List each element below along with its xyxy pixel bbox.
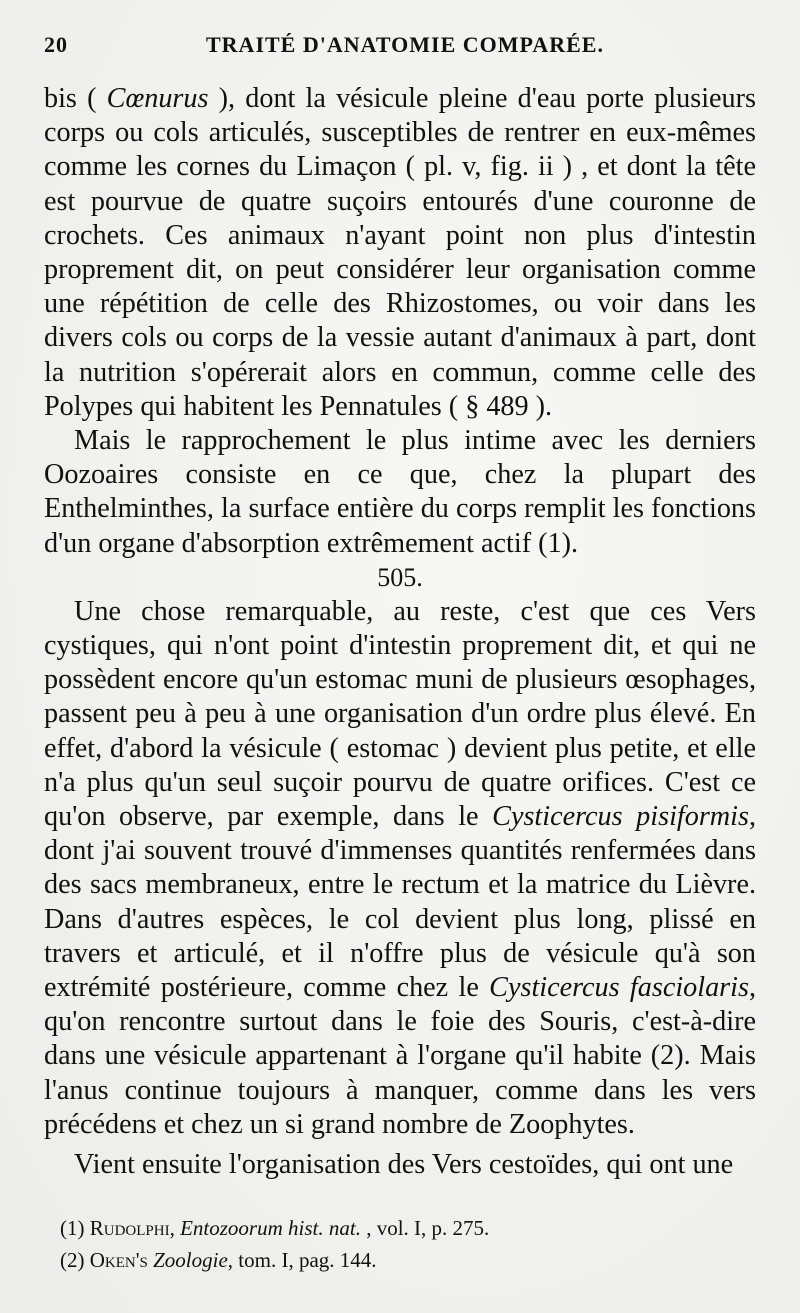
footnotes [44,1212,756,1276]
footnote-separator: , [169,1216,181,1240]
footnote-1 [44,1212,756,1244]
footnote-reference: , vol. I, p. 275. [360,1216,490,1240]
species-cysticercus-pisiformis: Cysticercus pisiformis [492,801,749,833]
species-cysticercus-fasciolaris: Cysticercus fasciolaris [489,972,749,1004]
section-number: 505. [377,562,423,592]
footnote-author: Rudolphi [89,1216,170,1240]
footnote-marker: (1) [60,1216,90,1240]
page-header [44,32,756,82]
paragraph-3-text-b: , dont j'ai souvent trouvé d'immenses quantités renfermées dans des sacs membraneux, entre le rectum et la matrice du Lièvre. Dans d'autres espèces, le col devient plus long, plissé en travers et articulé, et il n'offre plus de vésicule qu'à son extrémité postérieure, comme chez le [44,801,757,1004]
paragraph-1-lead: bis ( [44,83,107,114]
paragraph-1-text: ), dont la vésicule pleine d'eau porte plusieurs corps ou cols articulés, susceptibles de rentrer en eux-mêmes comme les cornes du Limaçon ( pl. v, fig. ii ) , et dont la tête est pourvue de quatre suçoirs entourés d'une couronne de crochets. Ces animaux n'ayant point non plus d'intestin proprement dit, on peut considérer leur organisation comme une répétition de celle des Rhizostomes, ou voir dans les divers cols ou corps de la vessie autant d'animaux à part, dont la nutrition s'opérerait alors en commun, comme celle des Polypes qui habitent les Pennatules ( § 489 ). [44,83,756,422]
paragraph-3 [44,595,756,1142]
paragraph-3-text-a: Une chose remarquable, au reste, c'est que ces Vers cystiques, qui n'ont point d'intestin proprement dit, et qui ne possèdent encore qu'un estomac muni de plusieurs œsophages, passent peu à peu à une organisation d'un ordre plus élevé. En effet, d'abord la vésicule ( estomac ) devient plus petite, et elle n'a plus qu'un seul suçoir pourvu de quatre orifices. C'est ce qu'on observe, par exemple, dans le [44,595,756,833]
paragraph-1 [44,82,756,424]
footnote-author: Oken's [89,1248,148,1272]
coenurus-term: Cœnurus [106,83,209,114]
paragraph-3-text-c: , qu'on rencontre surtout dans le foie des Souris, c'est-à-dire dans une vésicule appartenant à l'organe qu'il habite (2). Mais l'anus continue toujours à manquer, comme dans les vers précédens et chez un si grand nombre de Zoophytes. [44,972,756,1140]
footnote-2 [44,1244,756,1276]
footnote-reference: , tom. I, pag. 144. [227,1248,377,1272]
running-title: TRAITÉ D'ANATOMIE COMPARÉE. [206,32,604,57]
paragraph-4: Vient ensuite l'organisation des Vers cestoïdes, qui ont une [74,1149,734,1181]
footnote-work: Entozoorum hist. nat. [180,1216,361,1240]
body-text [44,82,756,1182]
footnote-marker: (2) [60,1248,90,1272]
paragraph-2: Mais le rapprochement le plus intime avec les derniers Oozoaires consiste en ce que, chez la plupart des Enthelminthes, la surface entière du corps remplit les fonctions d'un organe d'absorption extrêmement actif (1). [44,425,756,559]
page-number: 20 [44,32,68,57]
footnote-work: Zoologie [153,1248,228,1272]
